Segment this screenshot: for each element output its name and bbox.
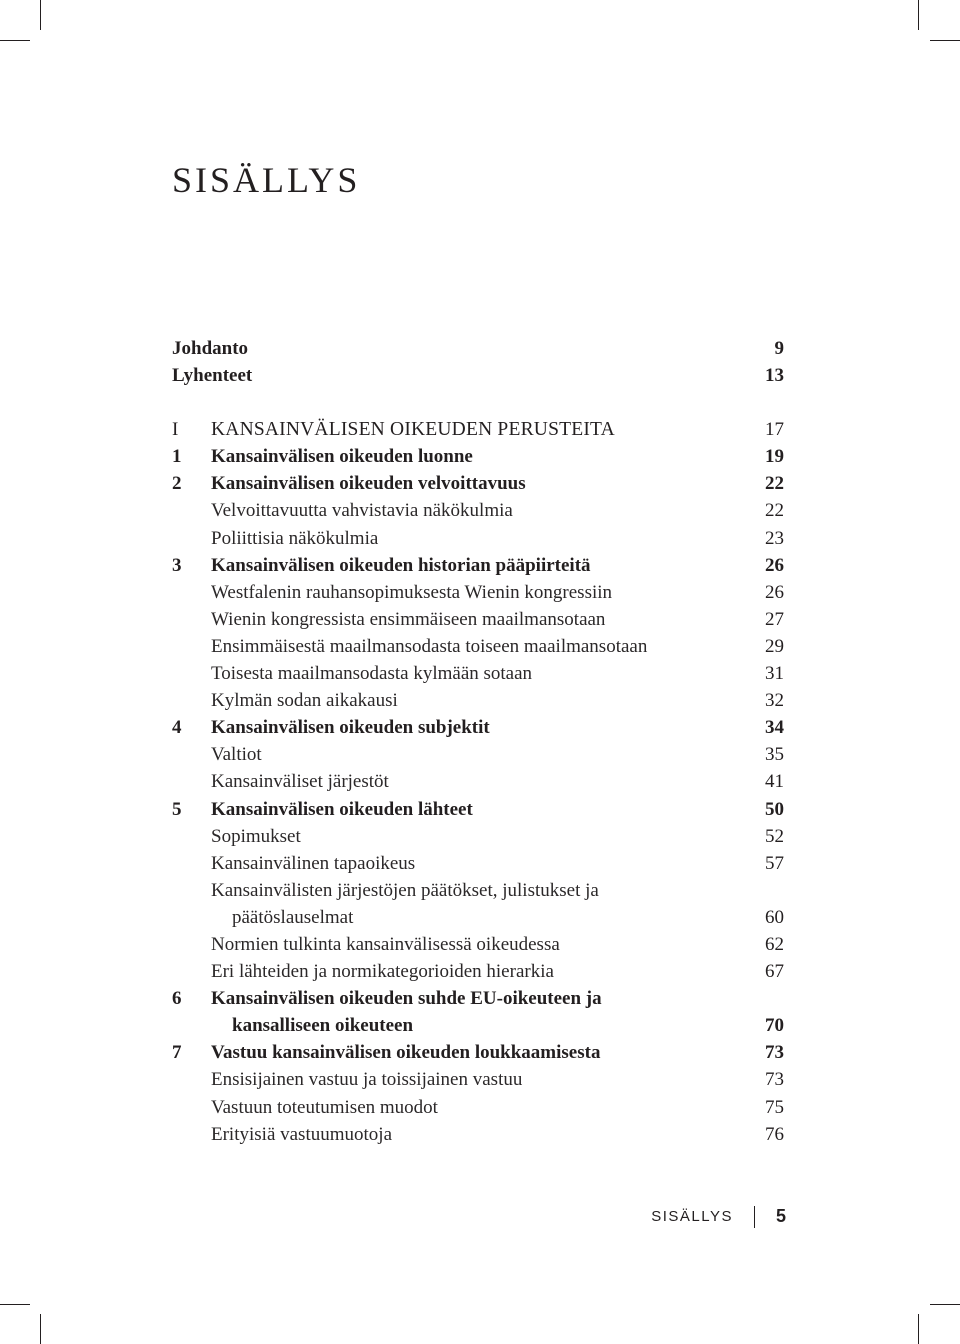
page-number: 5 (776, 1206, 787, 1226)
toc-entry-page: 34 (765, 717, 784, 739)
toc-entry-page: 13 (765, 365, 784, 387)
toc-chapter-entry[interactable] (172, 714, 784, 741)
toc-section-entry[interactable] (172, 1066, 784, 1093)
toc-entry-label: Kansainvälisen oikeuden luonne (211, 446, 473, 468)
toc-chapter-number: 4 (172, 717, 182, 739)
crop-mark (40, 0, 41, 30)
toc-entry-lyhenteet[interactable] (172, 362, 784, 389)
toc-section-entry[interactable] (172, 877, 784, 904)
toc-section-entry[interactable] (172, 497, 784, 524)
toc-entry-label: päätöslauselmat (232, 906, 354, 928)
toc-entry-label: Westfalenin rauhansopimuksesta Wienin kongressiin (211, 581, 613, 603)
toc-entry-label: kansalliseen oikeuteen (232, 1015, 414, 1037)
toc-entry-label: Kansainvälisen oikeuden lähteet (211, 798, 473, 820)
toc-chapter-number: 5 (172, 798, 182, 820)
toc-section-entry[interactable] (172, 850, 784, 877)
toc-entry-page: 26 (765, 554, 784, 576)
toc-entry-label: Sopimukset (211, 825, 301, 847)
toc-entry-label: Eri lähteiden ja normikategorioiden hierarkia (211, 961, 554, 983)
toc-chapter-number: 3 (172, 554, 182, 576)
toc-section-entry[interactable] (172, 823, 784, 850)
toc-entry-label: Kansainvälisen oikeuden velvoittavuus (211, 473, 526, 495)
toc-entry-page: 29 (765, 635, 784, 657)
toc-section-entry[interactable] (172, 1121, 784, 1148)
toc-part-label: KANSAINVÄLISEN OIKEUDEN PERUSTEITA (211, 419, 615, 441)
crop-mark (930, 40, 960, 41)
crop-mark (0, 1304, 30, 1305)
toc-entry-page: 23 (765, 527, 784, 549)
toc-entry-page: 73 (765, 1069, 784, 1091)
toc-entry-label: Erityisiä vastuumuotoja (211, 1123, 393, 1145)
toc-entry-label: Kansainvälisen oikeuden historian pääpiirteitä (211, 554, 591, 576)
toc-entry-page: 41 (765, 771, 784, 793)
crop-mark (0, 40, 30, 41)
toc-entry-page: 76 (765, 1123, 784, 1145)
toc-section-entry[interactable] (172, 579, 784, 606)
toc-entry-page: 35 (765, 744, 784, 766)
toc-entry-label: Kansainvälisen oikeuden subjektit (211, 717, 490, 739)
toc-entry-label: Kansainvälisten järjestöjen päätökset, julistukset ja (211, 879, 599, 901)
toc-chapter-number: 2 (172, 473, 182, 495)
toc-chapter-entry[interactable] (172, 985, 784, 1012)
page-footer (0, 1206, 960, 1228)
running-footer-label: SISÄLLYS (651, 1208, 733, 1225)
toc-entry-label: Kylmän sodan aikakausi (211, 690, 398, 712)
toc-entry-page: 50 (765, 798, 784, 820)
toc-entry-label: Johdanto (172, 338, 249, 359)
toc-section-entry[interactable] (172, 606, 784, 633)
toc-entry-label: Poliittisia näkökulmia (211, 527, 379, 549)
toc-entry-label: Valtiot (211, 744, 262, 766)
crop-mark (918, 1314, 919, 1344)
toc-entry-page: 9 (774, 338, 784, 359)
toc-part-number: I (172, 419, 179, 441)
toc-entry-page: 19 (765, 446, 784, 468)
crop-mark (40, 1314, 41, 1344)
toc-entry-page: 27 (765, 608, 784, 630)
toc-entry-label: Kansainvälisen oikeuden suhde EU-oikeuteen ja (211, 988, 602, 1010)
toc-chapter-entry[interactable] (172, 796, 784, 823)
toc-chapter-number: 7 (172, 1042, 182, 1064)
toc-section-entry[interactable] (172, 687, 784, 714)
crop-mark (918, 0, 919, 30)
toc-chapter-entry[interactable] (172, 1039, 784, 1066)
footer-divider (754, 1206, 755, 1228)
toc-entry-page: 73 (765, 1042, 784, 1064)
toc-part-heading[interactable] (172, 416, 784, 443)
toc-entry-label: Kansainvälinen tapaoikeus (211, 852, 416, 874)
crop-mark (930, 1304, 960, 1305)
page-title: SISÄLLYS (172, 160, 361, 200)
toc-section-entry[interactable] (172, 525, 784, 552)
toc-entry-label: Vastuun toteutumisen muodot (211, 1096, 438, 1118)
toc-entry-page: 60 (765, 906, 784, 928)
toc-section-entry[interactable] (172, 1094, 784, 1121)
toc-section-entry[interactable] (172, 768, 784, 795)
toc-entry-label: Kansainväliset järjestöt (211, 771, 389, 793)
toc-entry-page: 62 (765, 933, 784, 955)
toc-entry-page: 57 (765, 852, 784, 874)
toc-entry-page: 22 (765, 500, 784, 522)
toc-entry-label: Wienin kongressista ensimmäiseen maailmansotaan (211, 608, 606, 630)
toc-entries (172, 443, 784, 1147)
toc-chapter-number: 6 (172, 988, 182, 1010)
toc-entry-label: Toisesta maailmansodasta kylmään sotaan (211, 663, 533, 685)
toc-section-entry[interactable] (172, 958, 784, 985)
toc-entry-label: Vastuu kansainvälisen oikeuden loukkaamisesta (211, 1042, 601, 1064)
toc-entry-page: 67 (765, 961, 784, 983)
toc-entry-page: 31 (765, 663, 784, 685)
toc-section-entry[interactable] (172, 931, 784, 958)
toc-entry-page: 26 (765, 581, 784, 603)
toc-entry-page: 70 (765, 1015, 784, 1037)
toc-part-page: 17 (765, 419, 784, 441)
toc-entry-page: 75 (765, 1096, 784, 1118)
toc-entry-page: 22 (765, 473, 784, 495)
toc-section-entry[interactable] (172, 660, 784, 687)
spacer (172, 389, 784, 416)
toc-section-entry[interactable] (172, 904, 784, 931)
toc-chapter-number: 1 (172, 446, 182, 468)
toc-entry-johdanto[interactable] (172, 335, 784, 362)
toc-entry-label: Ensimmäisestä maailmansodasta toiseen maailmansotaan (211, 635, 648, 657)
toc-entry-label: Lyhenteet (172, 365, 253, 387)
toc-entry-page: 32 (765, 690, 784, 712)
toc-section-entry[interactable] (172, 633, 784, 660)
toc-chapter-entry[interactable] (172, 470, 784, 497)
toc-chapter-entry[interactable] (172, 552, 784, 579)
toc-entry-label: Ensisijainen vastuu ja toissijainen vastuu (211, 1069, 523, 1091)
toc-chapter-entry[interactable] (172, 443, 784, 470)
toc-entry-label: Velvoittavuutta vahvistavia näkökulmia (211, 500, 513, 522)
table-of-contents (172, 335, 784, 1148)
toc-section-entry[interactable] (172, 1012, 784, 1039)
toc-entry-label: Normien tulkinta kansainvälisessä oikeudessa (211, 933, 560, 955)
toc-section-entry[interactable] (172, 741, 784, 768)
toc-entry-page: 52 (765, 825, 784, 847)
